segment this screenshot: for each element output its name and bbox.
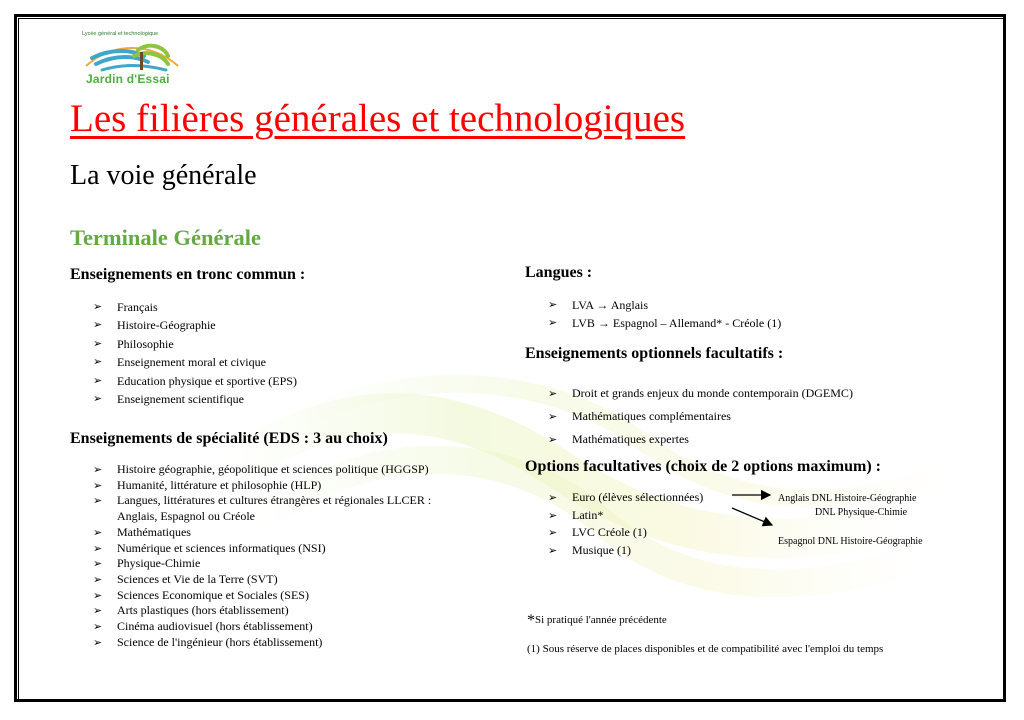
list-item: ➢ Mathématiques [93,525,431,541]
subsection-title: Terminale Générale [70,225,261,250]
footnote-star-mark: * [527,612,535,629]
list-item: ➢ Mathématiques complémentaires [548,405,853,428]
list-item: ➢ Sciences Economique et Sociales (SES) [93,588,431,604]
list-item: ➢ Physique-Chimie [93,556,431,572]
footnote-star-text: Si pratiqué l'année précédente [535,614,667,626]
list-item: ➢ Sciences et Vie de la Terre (SVT) [93,572,431,588]
list-item-line: ➢ Langues, littératures et cultures étrangères et régionales LLCER : [117,493,432,508]
list-item: ➢ Droit et grands enjeux du monde contemporain (DGEMC) [548,382,853,405]
list-item: ➢ Français [93,298,297,316]
list-item: ➢ Latin* [548,507,703,525]
euro-detail: Espagnol DNL Histoire-Géographie [778,536,923,547]
list-item: ➢ Humanité, littérature et philosophie (HLP) [93,478,431,494]
footnote-one: (1) Sous réserve de places disponibles et de compatibilité avec l'emploi du temps [527,643,884,655]
footnote-star [527,612,667,630]
list-item: ➢ Enseignement scientifique [93,390,297,408]
list-item: ➢ Musique (1) [548,542,703,560]
euro-detail: DNL Physique-Chimie [815,507,908,518]
list-item: ➢ Arts plastiques (hors établissement) [93,603,431,619]
list-item: ➢ Enseignement moral et civique [93,353,297,371]
school-logo [82,30,188,88]
euro-arrows [726,488,780,528]
logo-school-line: Lycée général et technologique [82,31,159,37]
specialite-list [93,462,431,650]
arrow-down-right-icon [732,508,772,525]
langues-heading: Langues : [525,264,593,281]
list-item [93,493,431,524]
list-item: ➢ Numérique et sciences informatiques (NSI) [93,541,431,557]
tronc-commun-heading: Enseignements en tronc commun : [70,266,306,283]
options-list [548,489,703,559]
list-item: ➢ Philosophie [93,335,297,353]
list-item: ➢ LVA → Anglais [548,296,781,314]
list-item: ➢ LVC Créole (1) [548,524,703,542]
list-item: ➢ Histoire-Géographie [93,316,297,334]
list-item: ➢ Histoire géographie, géopolitique et sciences politique (HGGSP) [93,462,431,478]
page-title: Les filières générales et technologiques [70,97,686,140]
langues-list [548,296,781,332]
specialite-heading: Enseignements de spécialité (EDS : 3 au choix) [70,430,388,447]
list-item-line: Anglais, Espagnol ou Créole [117,509,255,524]
list-item: ➢ LVB → Espagnol – Allemand* - Créole (1) [548,314,781,332]
list-item: ➢ Science de l'ingénieur (hors établissement) [93,635,431,651]
list-item: ➢ Mathématiques expertes [548,428,853,451]
tronc-commun-list [93,298,297,408]
section-title: La voie générale [70,160,257,191]
optionnels-heading: Enseignements optionnels facultatifs : [525,345,784,362]
list-item: ➢ Cinéma audiovisuel (hors établissement) [93,619,431,635]
euro-detail: Anglais DNL Histoire-Géographie [778,493,917,504]
optionnels-list [548,382,853,451]
list-item: ➢ Education physique et sportive (EPS) [93,372,297,390]
logo-name: Jardin d'Essai [86,72,170,86]
options-heading: Options facultatives (choix de 2 options maximum) : [525,458,881,475]
logo-tree-icon [82,36,182,74]
list-item: ➢ Euro (élèves sélectionnées) [548,489,703,507]
